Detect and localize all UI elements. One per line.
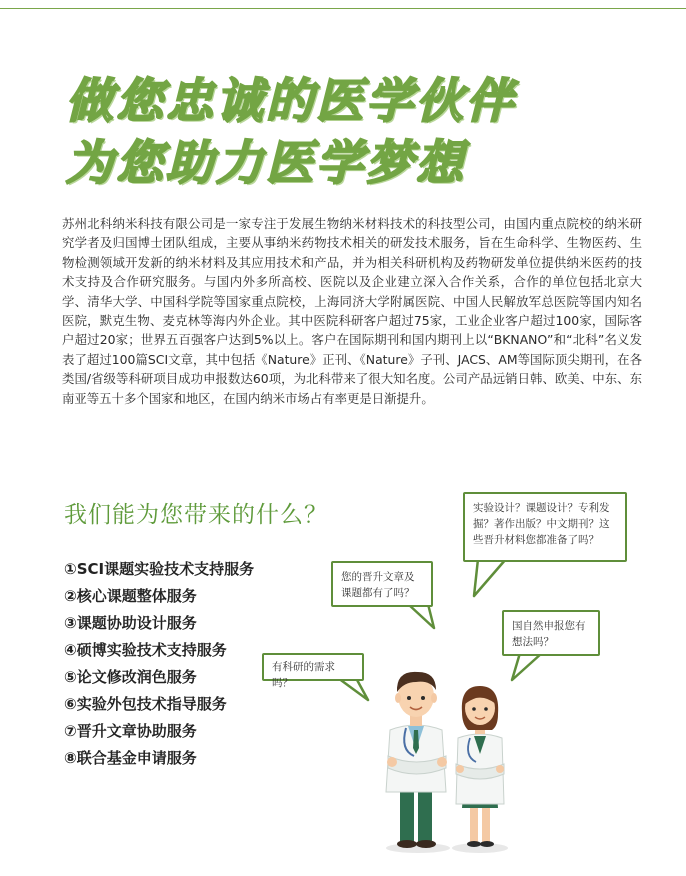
- service-item: ⑤论文修改润色服务: [64, 668, 197, 686]
- speech-bubble-nsfc-application: 国自然申报您有想法吗？: [502, 610, 600, 656]
- service-item: ④硕博实验技术支持服务: [64, 641, 227, 659]
- service-item: ②核心课题整体服务: [64, 587, 197, 605]
- headline-line-2: 为您助力医学梦想: [66, 136, 466, 191]
- female-doctor-figure: [456, 686, 504, 847]
- service-item: ⑥实验外包技术指导服务: [64, 695, 227, 713]
- male-doctor-figure: [386, 672, 447, 848]
- speech-bubble-promotion-articles: 您的晋升文章及课题都有了吗？: [331, 561, 433, 607]
- service-item: ③课题协助设计服务: [64, 614, 197, 632]
- bubble-tail-4: [338, 678, 368, 700]
- speech-bubble-research-needs: 有科研的需求吗？: [262, 653, 364, 681]
- bubble-tail-1: [474, 559, 506, 596]
- service-item: ①SCI课题实验技术支持服务: [64, 560, 255, 578]
- speech-bubble-promotion-materials: 实验设计？课题设计？专利发掘？著作出版？中文期刊？这些晋升材料您都准备了吗？: [463, 492, 627, 562]
- service-item: ⑦晋升文章协助服务: [64, 722, 197, 740]
- bubble-tail-2: [408, 604, 434, 628]
- doctors-illustration: [370, 664, 520, 854]
- service-item: ⑧联合基金申请服务: [64, 749, 197, 767]
- company-intro-paragraph: 苏州北科纳米科技有限公司是一家专注于发展生物纳米材料技术的科技型公司，由国内重点院校的纳米研究学者及归国博士团队组成，主要从事纳米药物技术相关的研发技术服务，旨在生命科学、生物医药、生物检测领域开发新的纳米材料及其应用技术和产品，并为相关科研机构及药物研发单位提供纳米医药的技术支持及合作研究服务。与国内外多所高校、医院以及企业建立深入合作关系，合作的单位包括北京大学、清华大学、中国科学院等国家重点院校，上海同济大学附属医院、中国人民解放军总医院等国内知名医院，默克生物、麦克林等海内外企业。其中医院科研客户超过75家，工业企业客户超过100家，国际客户超过20家；世界五百强客户达到5%以上。客户在国际期刊和国内期刊上以“BKNANO”和“北科”名义发表了超过100篇SCI文章，其中包括《Nature》正刊、《Nature》子刊、JACS、AM等国际顶尖期刊，在各类国/省级等科研项目成功申报数达60项，为北科带来了很大知名度。公司产品远销日韩、欧美、中东、东南亚等五十多个国家和地区，在国内纳米市场占有率更是日渐提升。: [62, 216, 642, 406]
- section-title: 我们能为您带来的什么？: [64, 502, 328, 528]
- headline-line-1: 做您忠诚的医学伙伴: [66, 74, 516, 129]
